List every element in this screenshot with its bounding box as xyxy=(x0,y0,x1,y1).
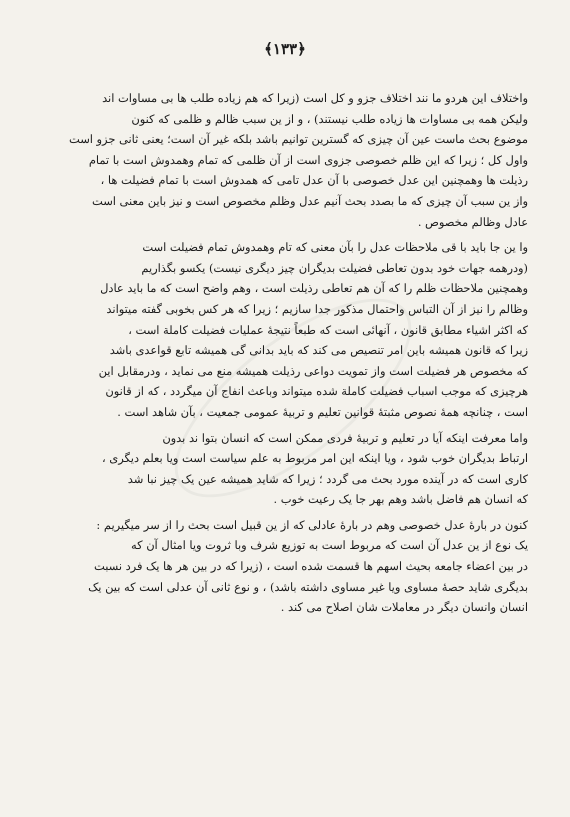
body-text xyxy=(54,88,528,618)
paragraph-4 xyxy=(54,515,528,618)
paragraph-2 xyxy=(54,237,528,422)
text-line: وظالم را نیز از آن التباس واحتمال مذکور جدا سازیم ؛ زیرا که هر کس بخوبی گفته میتواند xyxy=(106,301,528,316)
text-line: وا ین جا باید با قی ملاحظات عدل را بآن معنی که تام وهمدوش تمام فضیلت است xyxy=(142,240,528,255)
text-line: عادل وظالم مخصوص . xyxy=(417,214,528,229)
text-line: (ودرهمه جهات خود بدون تعاطی فضیلت بدیگران چیز دیگری نیست) یکسو بگذاریم xyxy=(141,260,528,275)
text-line: در بین اعضاء جامعه بحیث اسهم ها قسمت شده است ، (زیرا که در بین هر ها یک فرد نسبت xyxy=(94,559,528,574)
text-line: است ، چنانچه همهٔ نصوص مثبتهٔ قوانین تعلیم و تربیهٔ عمومی جمعیت ، بآن شاهد است . xyxy=(117,404,528,419)
text-line: انسان وانسان دیگر در معاملات شان اصلاح می کند . xyxy=(280,600,528,615)
text-line: که اکثر اشیاء مطابق قانون ، آنهائی است که طبعاً نتیجهٔ عملیات فضیلت کاملة است ، xyxy=(128,322,528,337)
text-line: زیرا که قانون همیشه باین امر تنصیص می کند که باید بدانی گی همیشه تابع قواعدی باشد xyxy=(109,343,528,358)
text-line: واول کل ؛ زیرا که این ظلم خصوصی جزوی است از آن ظلمی که تمام وهمدوش است با تمام xyxy=(88,152,528,167)
page-number: ﴿١٣٣﴾ xyxy=(264,40,306,58)
text-line: وهمچنین ملاحظات ظلم را که آن هم تعاطی رذیلت است ، وهم واضح است که ما باید عادل xyxy=(100,281,528,296)
text-line: که مخصوص هر فضیلت است واز تمویت دواعی رذیلت همیشه منع می نماید ، ودرمقابل این xyxy=(98,363,528,378)
text-line: کاری است که در آینده مورد بحث می گردد ؛ زیرا که شاید همیشه عین یک چیز نبا شد xyxy=(127,471,528,486)
text-line: کنون در بارهٔ عدل خصوصی وهم در بارهٔ عادلی که از ین قبیل است بحث را از سر میگیریم : xyxy=(96,517,528,532)
paragraph-1 xyxy=(54,88,528,232)
text-line: ولیکن همه بی مساوات ها زیاده طلب نیستند) ، و از ین سبب ظالم و ظلمی که کنون xyxy=(131,111,528,126)
text-line: واختلاف این هردو ما نند اختلاف جزو و کل است (زیرا که هم زیاده طلب ها بی مساوات اند xyxy=(102,91,528,105)
text-line: رذیلت ها وهمچنین این عدل خصوصی با آن عدل تامی که همدوش است با تمام فضیلت ها ، xyxy=(100,173,528,188)
text-line: که انسان هم فاضل باشد وهم بهر جا یک رعیت خوب . xyxy=(273,492,528,507)
text-line: هرچیزی که موجب اسباب فضیلت کاملة شده میتواند وباعث انفاج آن میگردد ، که از قانون xyxy=(105,384,528,399)
text-line: واما معرفت اینکه آیا در تعلیم و تربیهٔ فردی ممکن است که انسان بتوا ند بدون xyxy=(162,430,528,445)
text-line: واز ین سبب آن چیزی که ما بصدد بحث آنیم عدل وظلم مخصوص است و نیز باین معنی است xyxy=(92,193,528,208)
paragraph-3 xyxy=(54,428,528,510)
text-line: بدیگری شاید حصهٔ مساوی ویا غیر مساوی داشته باشد) ، و نوع ثانی آن عدلی است که بین یک xyxy=(88,579,528,594)
text-line: ارتباط بدیگران خوب شود ، ویا اینکه این امر مربوط به علم سیاست است ویا بعلم دیگری ، xyxy=(102,451,528,466)
text-line: موضوع بحث ماست عین آن چیزی که گسترین توانیم باشد بلکه غیر آن است؛ یعنی ثانی جزو است xyxy=(69,132,528,147)
text-line: یک نوع از ین عدل آن است که مربوط است به توزیع شرف وبا ثروت ویا امثال آن که xyxy=(131,538,528,553)
